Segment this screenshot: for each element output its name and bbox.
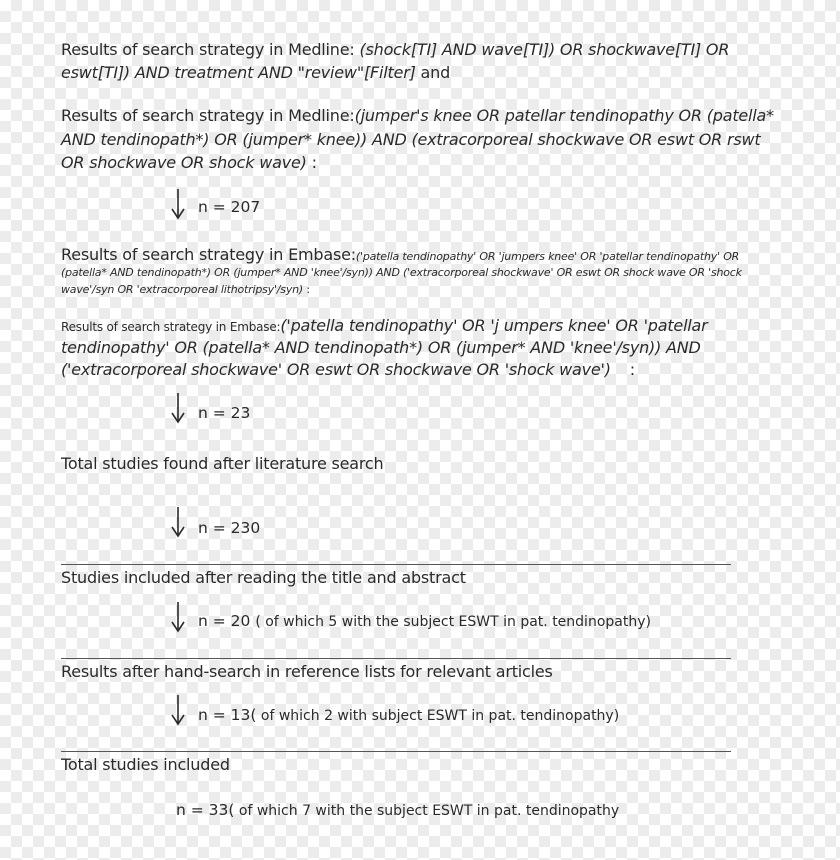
count-hand-search [198,706,619,724]
embase-query: ('patella tendinopathy' OR 'jumpers knee' OR 'patellar tendinopathy' OR [355,250,740,263]
count-embase: n = 23 [198,404,251,422]
total-found-heading: Total studies found after literature search [61,454,384,473]
hand-search-heading: Results after hand-search in reference lists for relevant articles [61,662,553,681]
connector-text: and [420,63,451,82]
medline-search-2-line-1 [61,106,801,125]
divider [61,751,731,752]
embase-search-1-line-3 [61,283,801,296]
down-arrow-icon [171,694,185,726]
embase-search-2-line-1 [61,316,801,335]
down-arrow-icon [171,392,185,424]
medline-label: Results of search strategy in Medline: [61,106,355,125]
count-note: ( of which 5 with the subject ESWT in pat. tendinopathy) [255,614,651,630]
medline-query: eswt[TI]) AND treatment AND "review"[Filter] [61,63,416,82]
embase-search-2-line-2: tendinopathy' OR (patella* AND tendinopath*) OR (jumper* AND 'knee'/syn)) AND [61,338,701,357]
medline-search-1-line-2 [61,63,801,82]
medline-search-2-line-3 [61,153,801,172]
count-value: n = 13( [198,706,257,724]
medline-query: (shock[TI] AND wave[TI]) OR shockwave[TI] OR [359,40,730,59]
embase-search-2-line-3 [61,360,801,379]
medline-search-2-line-2: AND tendinopath*) OR (jumper* knee)) AND (extracorporeal shockwave OR eswt OR rswt [61,130,761,149]
down-arrow-icon [171,601,185,633]
total-included-heading: Total studies included [61,755,230,774]
divider [61,564,731,565]
down-arrow-icon [171,506,185,538]
colon-text: : [311,153,317,172]
medline-query: (jumper's knee OR patellar tendinopathy OR (patella* [354,106,774,125]
embase-label: Results of search strategy in Embase: [61,245,356,264]
embase-query: wave'/syn OR 'extracorporeal lithotripsy'/syn) [61,283,304,296]
down-arrow-icon [171,188,185,220]
count-medline: n = 207 [198,198,261,216]
title-abstract-heading: Studies included after reading the title and abstract [61,568,466,587]
count-total-found: n = 230 [198,519,261,537]
embase-label: Results of search strategy in Embase: [61,320,281,334]
embase-search-1-line-2: (patella* AND tendinopath*) OR (jumper* AND 'knee'/syn)) AND ('extracorporeal shockwave' OR eswt OR shock wave OR 'shock [61,266,742,279]
divider [61,658,731,659]
medline-search-1-line-1 [61,40,801,59]
embase-query: ('extracorporeal shockwave' OR eswt OR shockwave OR 'shock wave') [61,360,611,379]
embase-query: ('patella tendinopathy' OR 'j umpers knee' OR 'patellar [280,316,708,335]
count-value: n = 20 [198,612,251,630]
medline-query: OR shockwave OR shock wave) [61,153,307,172]
count-total-included [176,801,619,819]
colon-text: : [306,283,310,296]
count-title-abstract [198,612,651,630]
medline-label: Results of search strategy in Medline: [61,40,355,59]
embase-search-1-line-1 [61,245,801,264]
count-note: of which 2 with subject ESWT in pat. tendinopathy) [256,708,620,724]
count-note: of which 7 with the subject ESWT in pat. tendinopathy [234,803,620,819]
count-value: n = 33( [176,801,235,819]
colon-text: : [629,360,635,379]
